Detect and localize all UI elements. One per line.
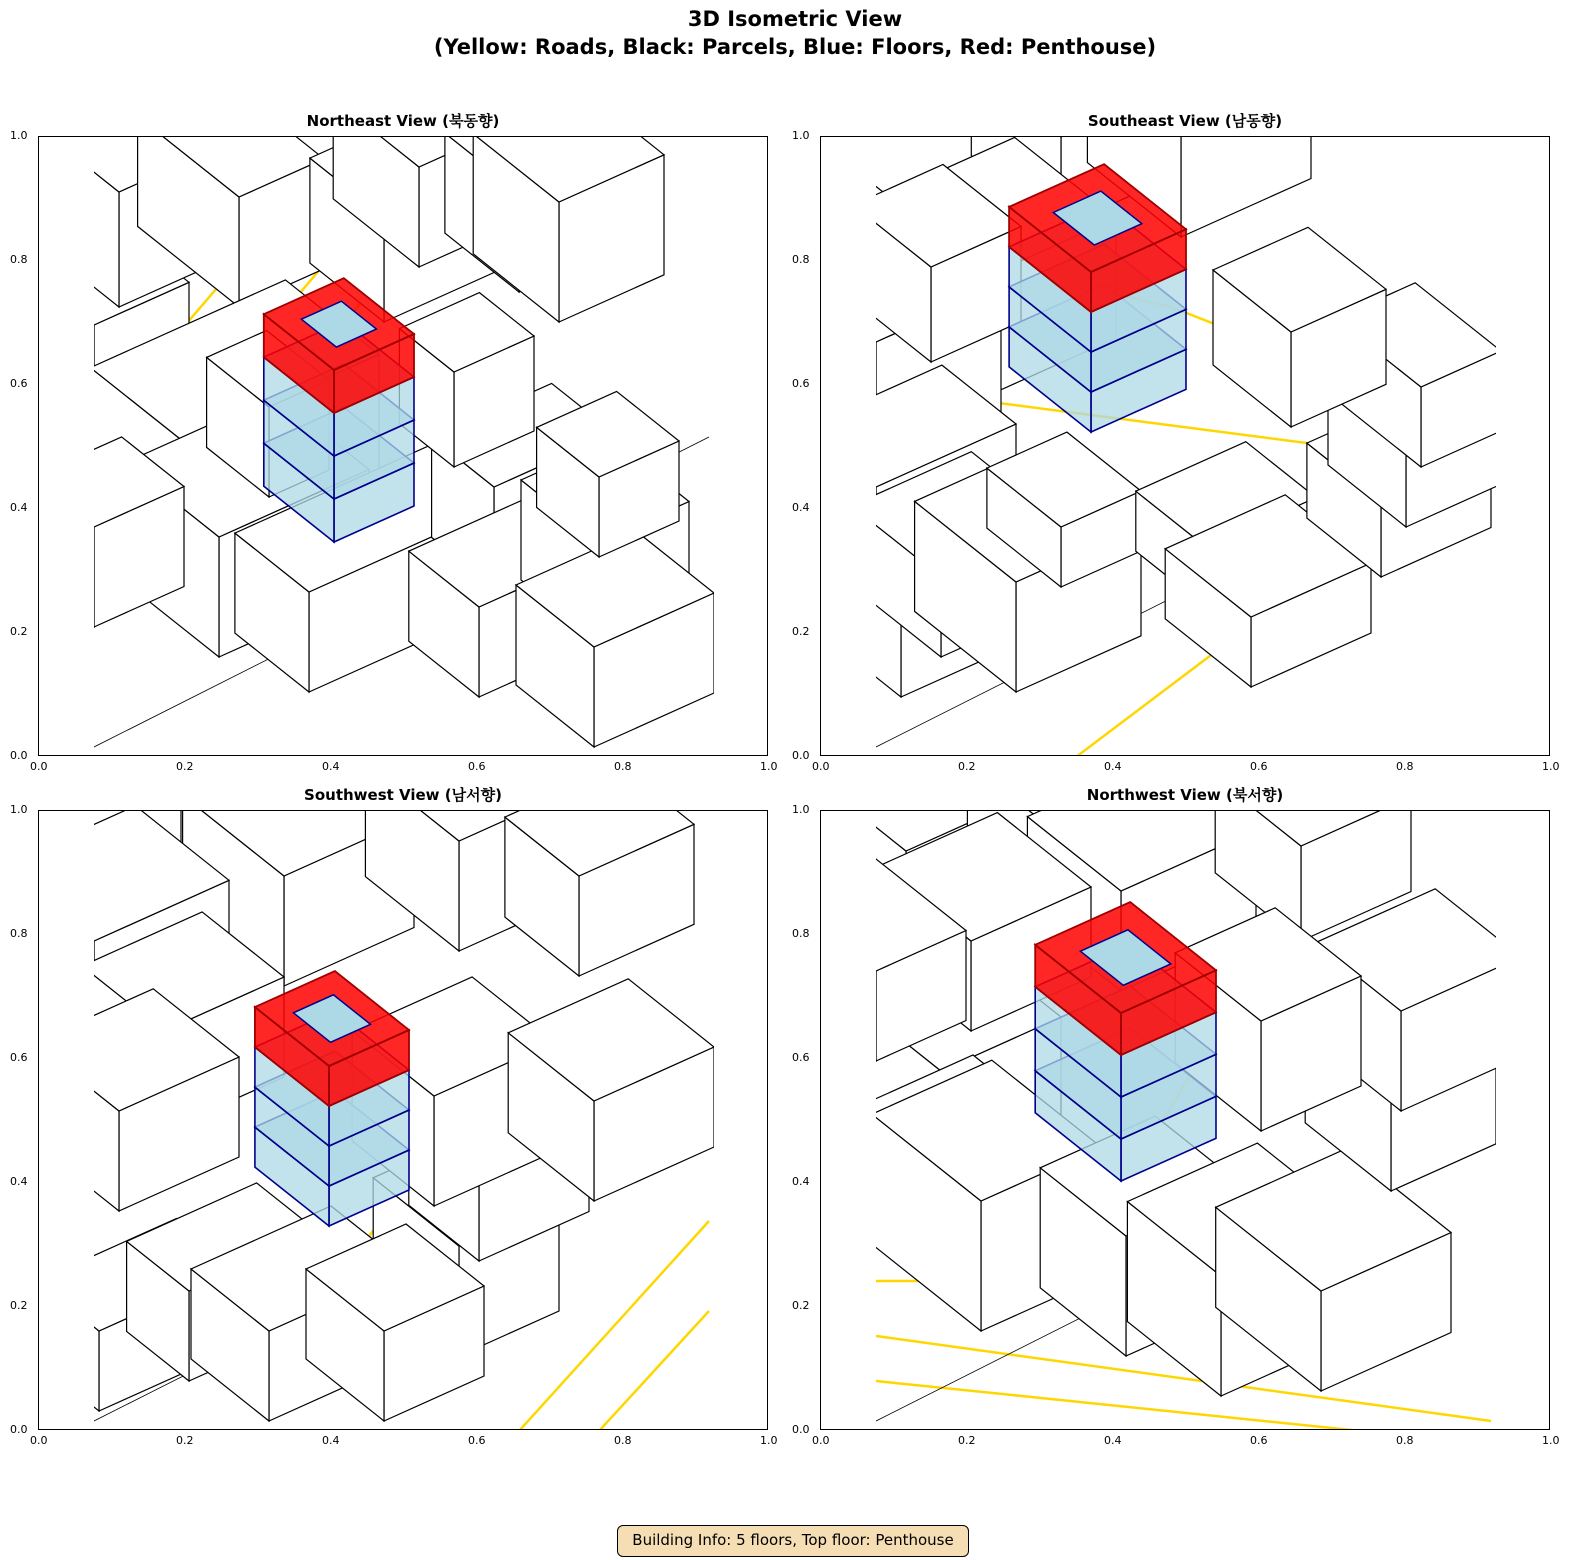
x-tick-label: 0.2 [958, 760, 976, 773]
figure-title: 3D Isometric View [687, 7, 903, 31]
panel-axes [38, 810, 768, 1430]
x-tick-label: 0.0 [30, 760, 48, 773]
x-tick-label: 0.4 [1104, 1434, 1122, 1447]
target-building [255, 971, 409, 1226]
panel-drawing [821, 811, 1549, 1429]
y-tick-label: 0.0 [10, 1423, 28, 1436]
y-tick-label: 0.0 [792, 749, 810, 762]
building-info-box: Building Info: 5 floors, Top floor: Penthouse [617, 1525, 969, 1557]
x-tick-label: 0.0 [812, 1434, 830, 1447]
x-tick-label: 0.6 [1250, 760, 1268, 773]
building [473, 137, 664, 322]
scene-group [39, 811, 714, 1429]
building [505, 811, 694, 976]
x-tick-label: 0.6 [1250, 1434, 1268, 1447]
y-tick-label: 0.8 [792, 927, 810, 940]
target-building [264, 278, 414, 542]
y-tick-label: 0.8 [10, 927, 28, 940]
scene-group [821, 811, 1521, 1429]
y-tick-label: 0.4 [10, 501, 28, 514]
y-tick-label: 0.6 [10, 377, 28, 390]
x-tick-label: 0.8 [1396, 1434, 1414, 1447]
panel-drawing [39, 137, 767, 755]
x-tick-label: 0.8 [614, 760, 632, 773]
x-tick-label: 0.6 [468, 1434, 486, 1447]
y-tick-label: 0.8 [792, 253, 810, 266]
y-tick-label: 0.2 [792, 1299, 810, 1312]
panel-axes [38, 136, 768, 756]
y-tick-label: 1.0 [792, 129, 810, 142]
y-tick-label: 0.0 [10, 749, 28, 762]
y-tick-label: 0.2 [10, 1299, 28, 1312]
x-tick-label: 0.2 [176, 760, 194, 773]
x-tick-label: 0.4 [1104, 760, 1122, 773]
x-tick-label: 0.8 [1396, 760, 1414, 773]
x-tick-label: 0.0 [812, 760, 830, 773]
x-tick-label: 0.2 [176, 1434, 194, 1447]
x-tick-label: 1.0 [760, 760, 778, 773]
y-tick-label: 0.2 [10, 625, 28, 638]
scene-group [821, 137, 1506, 755]
figure-subtitle: (Yellow: Roads, Black: Parcels, Blue: Floors, Red: Penthouse) [433, 35, 1157, 59]
y-tick-label: 0.0 [792, 1423, 810, 1436]
y-tick-label: 0.4 [792, 501, 810, 514]
y-tick-label: 1.0 [10, 803, 28, 816]
panel-title: Southeast View (남동향) [1087, 112, 1283, 130]
road-line [599, 1311, 709, 1429]
y-tick-label: 0.4 [792, 1175, 810, 1188]
x-tick-label: 0.2 [958, 1434, 976, 1447]
x-tick-label: 0.6 [468, 760, 486, 773]
x-tick-label: 0.8 [614, 1434, 632, 1447]
y-tick-label: 1.0 [792, 803, 810, 816]
x-tick-label: 0.4 [322, 760, 340, 773]
y-tick-label: 0.6 [10, 1051, 28, 1064]
y-tick-label: 0.6 [792, 377, 810, 390]
panel-drawing [821, 137, 1549, 755]
y-tick-label: 0.8 [10, 253, 28, 266]
y-tick-label: 0.4 [10, 1175, 28, 1188]
panel-axes [820, 136, 1550, 756]
x-tick-label: 0.4 [322, 1434, 340, 1447]
y-tick-label: 1.0 [10, 129, 28, 142]
y-tick-label: 0.2 [792, 625, 810, 638]
panel-title: Northeast View (북동향) [306, 112, 500, 130]
x-tick-label: 1.0 [760, 1434, 778, 1447]
road-line [876, 1381, 1361, 1429]
panel-drawing [39, 811, 767, 1429]
panel-axes [820, 810, 1550, 1430]
y-tick-label: 0.6 [792, 1051, 810, 1064]
scene-group [39, 137, 714, 747]
x-tick-label: 0.0 [30, 1434, 48, 1447]
panel-title: Northwest View (북서향) [1086, 786, 1284, 804]
x-tick-label: 1.0 [1542, 1434, 1560, 1447]
panel-title: Southwest View (남서향) [304, 786, 502, 804]
x-tick-label: 1.0 [1542, 760, 1560, 773]
